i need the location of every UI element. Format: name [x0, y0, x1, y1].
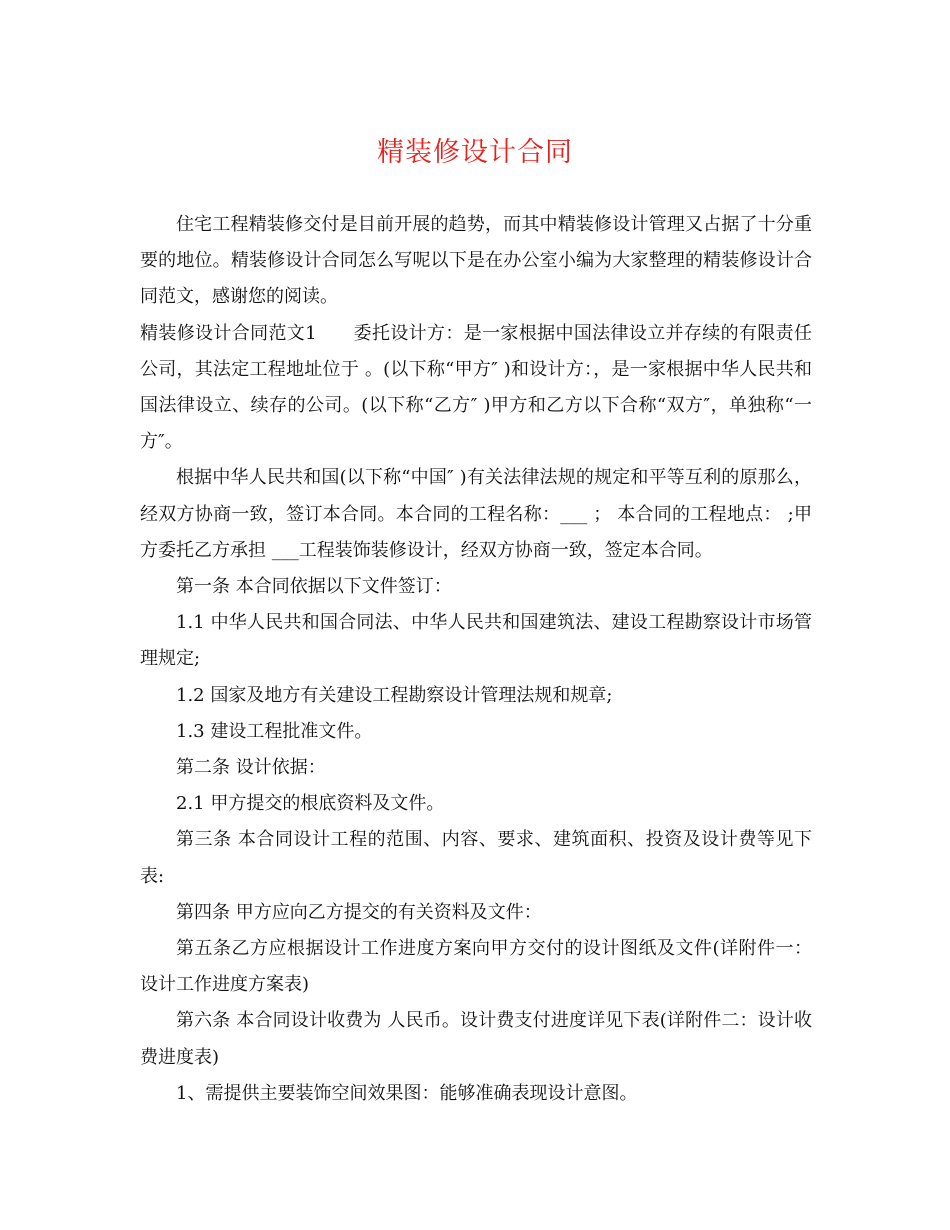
- paragraph-basis: 根据中华人民共和国(以下称“中国″ )有关法律法规的规定和平等互利的原那么，经双方协商一致，签订本合同。本合同的工程名称：___ ； 本合同的工程地点： ;甲方委托乙方承担 ___工程装饰装修设计，经双方协商一致，签定本合同。: [140, 467, 812, 561]
- article-2-heading: 第二条 设计依据：: [176, 757, 326, 779]
- document-body: [140, 207, 812, 1112]
- clause-1-1: 1.1 中华人民共和国合同法、中华人民共和国建筑法、建设工程勘察设计市场管理规定;: [140, 612, 812, 670]
- item-1-renderings: 1、需提供主要装饰空间效果图：能够准确表现设计意图。: [176, 1082, 638, 1104]
- article-4: 第四条 甲方应向乙方提交的有关资料及文件：: [176, 901, 542, 923]
- clause-1-2: 1.2 国家及地方有关建设工程勘察设计管理法规和规章;: [176, 684, 613, 706]
- paragraph-intro: 住宅工程精装修交付是目前开展的趋势，而其中精装修设计管理又占据了十分重要的地位。精装修设计合同怎么写呢以下是在办公室小编为大家整理的精装修设计合同范文，感谢您的阅读。: [140, 214, 812, 308]
- article-5: 第五条乙方应根据设计工作进度方案向甲方交付的设计图纸及文件(详附件一：设计工作进度方案表): [140, 938, 812, 996]
- document-title: 精装修设计合同: [377, 137, 573, 168]
- article-3: 第三条 本合同设计工程的范围、内容、要求、建筑面积、投资及设计费等见下表:: [140, 829, 812, 887]
- paragraph-parties: 精装修设计合同范文1 委托设计方：是一家根据中国法律设立并存续的有限责任公司，其法定工程地址位于 。(以下称“甲方″ )和设计方：，是一家根据中华人民共和国法律设立、续存的公司。(以下称“乙方″ )甲方和乙方以下合称“双方″，单独称“一方″。: [140, 322, 812, 453]
- clause-2-1: 2.1 甲方提交的根底资料及文件。: [176, 793, 445, 815]
- article-6: 第六条 本合同设计收费为 人民币。设计费支付进度详见下表(详附件二：设计收费进度表): [140, 1010, 812, 1068]
- clause-1-3: 1.3 建设工程批准文件。: [176, 720, 373, 742]
- article-1-heading: 第一条 本合同依据以下文件签订：: [176, 576, 452, 598]
